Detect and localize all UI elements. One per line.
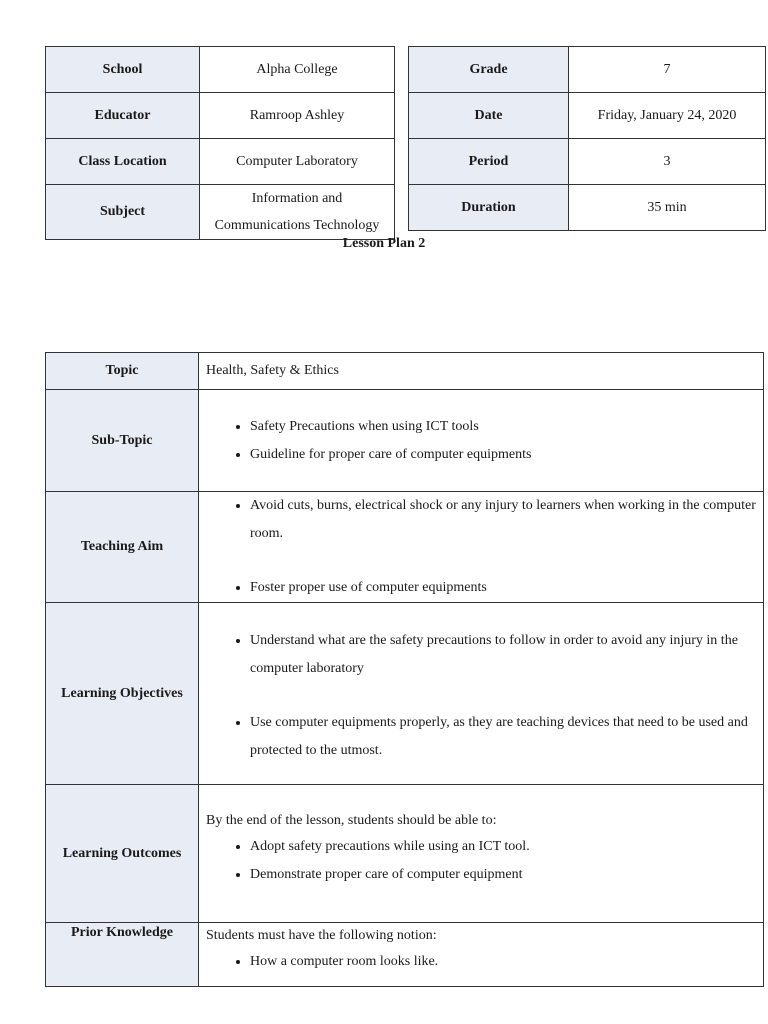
prior-knowledge-list bbox=[206, 948, 763, 976]
topic-label: Topic bbox=[46, 353, 199, 390]
learning-outcomes-intro: By the end of the lesson, students should be able to: bbox=[206, 813, 497, 828]
teaching-aim-content bbox=[199, 492, 764, 603]
period-value: 3 bbox=[569, 139, 766, 185]
grade-label: Grade bbox=[409, 47, 569, 93]
lesson-plan-table bbox=[45, 352, 764, 987]
topic-row bbox=[46, 353, 764, 390]
list-item: • Foster proper use of computer equipments bbox=[250, 574, 763, 602]
info-table-right bbox=[408, 46, 766, 231]
subject-value-line2: Communications Technology bbox=[214, 218, 380, 233]
period-label: Period bbox=[409, 139, 569, 185]
list-item: • Adopt safety precautions while using an ICT tool. bbox=[250, 833, 763, 861]
learning-objectives-row bbox=[46, 603, 764, 785]
learning-objectives-label: Learning Objectives bbox=[46, 603, 199, 785]
learning-outcomes-label: Learning Outcomes bbox=[46, 785, 199, 923]
list-item: • Guideline for proper care of computer equipments bbox=[250, 441, 763, 469]
date-label: Date bbox=[409, 93, 569, 139]
learning-objectives-content bbox=[199, 603, 764, 785]
subtopic-label: Sub-Topic bbox=[46, 390, 199, 492]
list-item: • How a computer room looks like. bbox=[250, 948, 763, 976]
class-location-value: Computer Laboratory bbox=[200, 139, 395, 185]
date-value: Friday, January 24, 2020 bbox=[569, 93, 766, 139]
subject-value-line1: Information and bbox=[251, 191, 343, 206]
school-label: School bbox=[46, 47, 200, 93]
duration-label: Duration bbox=[409, 185, 569, 231]
teaching-aim-list bbox=[206, 492, 763, 602]
subject-label: Subject bbox=[46, 185, 200, 240]
duration-value: 35 min bbox=[569, 185, 766, 231]
lesson-plan-title: Lesson Plan 2 bbox=[342, 236, 426, 251]
prior-knowledge-content bbox=[199, 923, 764, 987]
learning-outcomes-list bbox=[206, 833, 763, 889]
school-value: Alpha College bbox=[200, 47, 395, 93]
subtopic-list bbox=[206, 413, 763, 469]
list-item: • Understand what are the safety precautions to follow in order to avoid any injury in the computer laboratory bbox=[250, 627, 763, 683]
list-item: • Use computer equipments properly, as they are teaching devices that need to be used and protected to the utmost. bbox=[250, 709, 763, 765]
learning-outcomes-content bbox=[199, 785, 764, 923]
prior-knowledge-row bbox=[46, 923, 764, 987]
info-table-left bbox=[45, 46, 395, 240]
subject-value bbox=[200, 185, 395, 240]
class-location-label: Class Location bbox=[46, 139, 200, 185]
subtopic-content bbox=[199, 390, 764, 492]
grade-value: 7 bbox=[569, 47, 766, 93]
prior-knowledge-label: Prior Knowledge bbox=[46, 923, 199, 987]
educator-label: Educator bbox=[46, 93, 200, 139]
list-item: • Safety Precautions when using ICT tools bbox=[250, 413, 763, 441]
teaching-aim-label: Teaching Aim bbox=[46, 492, 199, 603]
learning-objectives-list bbox=[206, 627, 763, 765]
teaching-aim-row bbox=[46, 492, 764, 603]
educator-value: Ramroop Ashley bbox=[200, 93, 395, 139]
prior-knowledge-intro: Students must have the following notion: bbox=[206, 928, 437, 943]
list-item: • Avoid cuts, burns, electrical shock or any injury to learners when working in the computer room. bbox=[250, 492, 763, 548]
topic-value: Health, Safety & Ethics bbox=[199, 353, 764, 390]
list-item: • Demonstrate proper care of computer equipment bbox=[250, 861, 763, 889]
learning-outcomes-row bbox=[46, 785, 764, 923]
subtopic-row bbox=[46, 390, 764, 492]
